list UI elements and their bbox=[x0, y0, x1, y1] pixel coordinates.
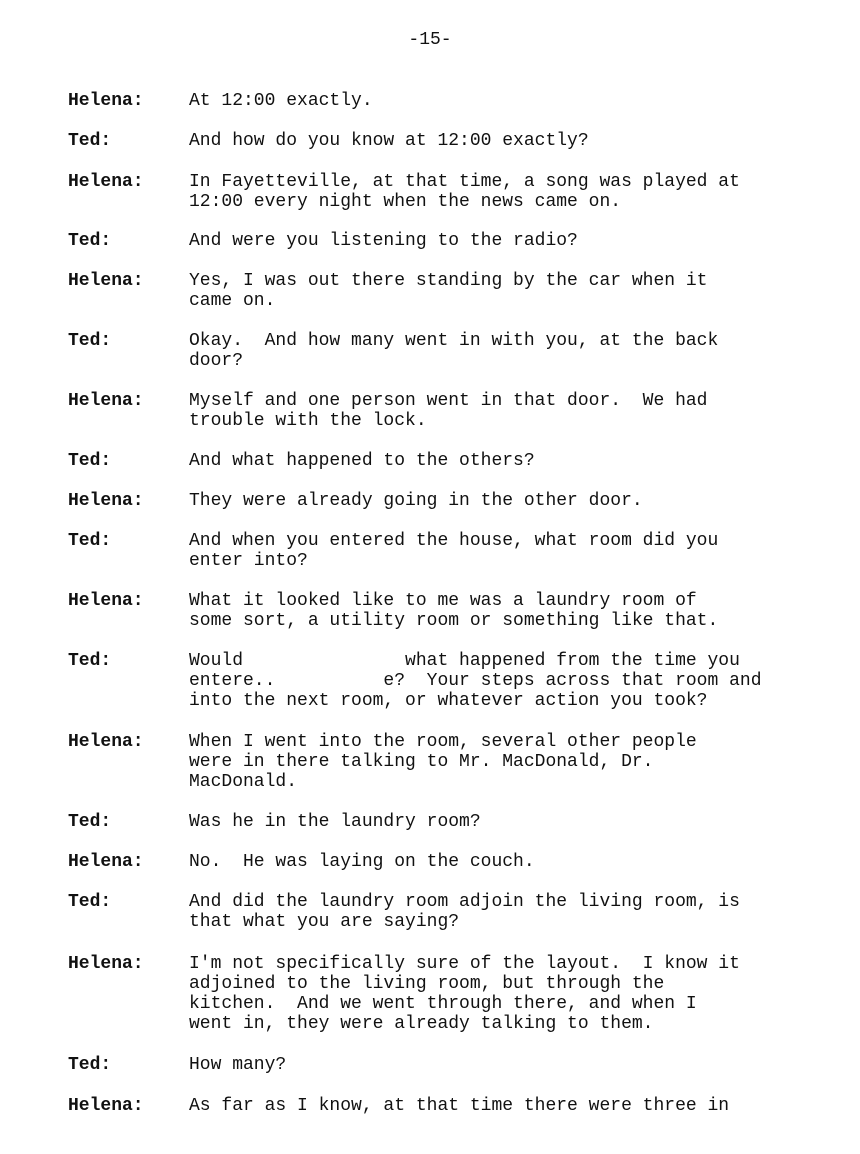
transcript-entry bbox=[68, 955, 828, 1035]
dialogue-line: At 12:00 exactly. bbox=[189, 91, 373, 111]
speaker-label: Helena: bbox=[68, 391, 144, 411]
speaker-label: Ted: bbox=[68, 531, 112, 551]
dialogue-line: What it looked like to me was a laundry room of bbox=[189, 591, 697, 611]
transcript-entry bbox=[68, 893, 828, 933]
speaker-label: Ted: bbox=[68, 1055, 112, 1075]
dialogue-line: entere.. e? Your steps across that room and bbox=[189, 671, 762, 691]
dialogue-line: MacDonald. bbox=[189, 772, 298, 792]
transcript-entry bbox=[68, 173, 828, 213]
speaker-label: Helena: bbox=[68, 172, 144, 192]
dialogue-line: 12:00 every night when the news came on. bbox=[189, 192, 622, 212]
dialogue-line: Myself and one person went in that door. We had bbox=[189, 391, 708, 411]
transcript-entry bbox=[68, 1056, 828, 1076]
transcript-entry bbox=[68, 92, 828, 112]
dialogue-line: And were you listening to the radio? bbox=[189, 231, 578, 251]
dialogue-line: And how do you know at 12:00 exactly? bbox=[189, 131, 589, 151]
speaker-label: Helena: bbox=[68, 271, 144, 291]
speaker-label: Ted: bbox=[68, 812, 112, 832]
transcript-entry bbox=[68, 733, 828, 793]
dialogue-line: were in there talking to Mr. MacDonald, Dr. bbox=[189, 752, 654, 772]
transcript-entry bbox=[68, 592, 828, 632]
dialogue-line: door? bbox=[189, 351, 244, 371]
speaker-label: Ted: bbox=[68, 651, 112, 671]
dialogue-line: some sort, a utility room or something like that. bbox=[189, 611, 719, 631]
speaker-label: Helena: bbox=[68, 852, 144, 872]
speaker-label: Ted: bbox=[68, 451, 112, 471]
transcript-entry bbox=[68, 272, 828, 312]
transcript-entry bbox=[68, 853, 828, 873]
speaker-label: Ted: bbox=[68, 131, 112, 151]
transcript-entry bbox=[68, 813, 828, 833]
dialogue-line: I'm not specifically sure of the layout. I know it bbox=[189, 954, 740, 974]
speaker-label: Helena: bbox=[68, 732, 144, 752]
dialogue-line: adjoined to the living room, but through the bbox=[189, 974, 665, 994]
dialogue-line: When I went into the room, several other people bbox=[189, 732, 697, 752]
speaker-label: Ted: bbox=[68, 331, 112, 351]
dialogue-line: kitchen. And we went through there, and when I bbox=[189, 994, 697, 1014]
dialogue-line: Yes, I was out there standing by the car when it bbox=[189, 271, 708, 291]
transcript-entry bbox=[68, 492, 828, 512]
dialogue-line: How many? bbox=[189, 1055, 287, 1075]
dialogue-line: And what happened to the others? bbox=[189, 451, 535, 471]
transcript-entry bbox=[68, 452, 828, 472]
page-number: -15- bbox=[408, 30, 452, 50]
dialogue-line: As far as I know, at that time there were three in bbox=[189, 1096, 730, 1116]
dialogue-line: In Fayetteville, at that time, a song was played at bbox=[189, 172, 740, 192]
dialogue-line: came on. bbox=[189, 291, 276, 311]
dialogue-line: that what you are saying? bbox=[189, 912, 460, 932]
speaker-label: Helena: bbox=[68, 1096, 144, 1116]
transcript-entry bbox=[68, 392, 828, 432]
transcript-entry bbox=[68, 332, 828, 372]
dialogue-line: And when you entered the house, what room did you bbox=[189, 531, 719, 551]
dialogue-line: Was he in the laundry room? bbox=[189, 812, 481, 832]
speaker-label: Helena: bbox=[68, 91, 144, 111]
dialogue-line: Would what happened from the time you bbox=[189, 651, 740, 671]
transcript-entry bbox=[68, 652, 828, 712]
transcript-entry bbox=[68, 132, 828, 152]
dialogue-line: And did the laundry room adjoin the living room, is bbox=[189, 892, 740, 912]
speaker-label: Helena: bbox=[68, 491, 144, 511]
speaker-label: Ted: bbox=[68, 231, 112, 251]
dialogue-line: enter into? bbox=[189, 551, 308, 571]
transcript-entry bbox=[68, 532, 828, 572]
dialogue-line: No. He was laying on the couch. bbox=[189, 852, 535, 872]
speaker-label: Helena: bbox=[68, 954, 144, 974]
transcript-entry bbox=[68, 1097, 828, 1117]
speaker-label: Ted: bbox=[68, 892, 112, 912]
dialogue-line: went in, they were already talking to them. bbox=[189, 1014, 654, 1034]
dialogue-line: Okay. And how many went in with you, at the back bbox=[189, 331, 719, 351]
speaker-label: Helena: bbox=[68, 591, 144, 611]
dialogue-line: into the next room, or whatever action you took? bbox=[189, 691, 708, 711]
dialogue-line: trouble with the lock. bbox=[189, 411, 427, 431]
dialogue-line: They were already going in the other door. bbox=[189, 491, 643, 511]
transcript-entry bbox=[68, 232, 828, 252]
